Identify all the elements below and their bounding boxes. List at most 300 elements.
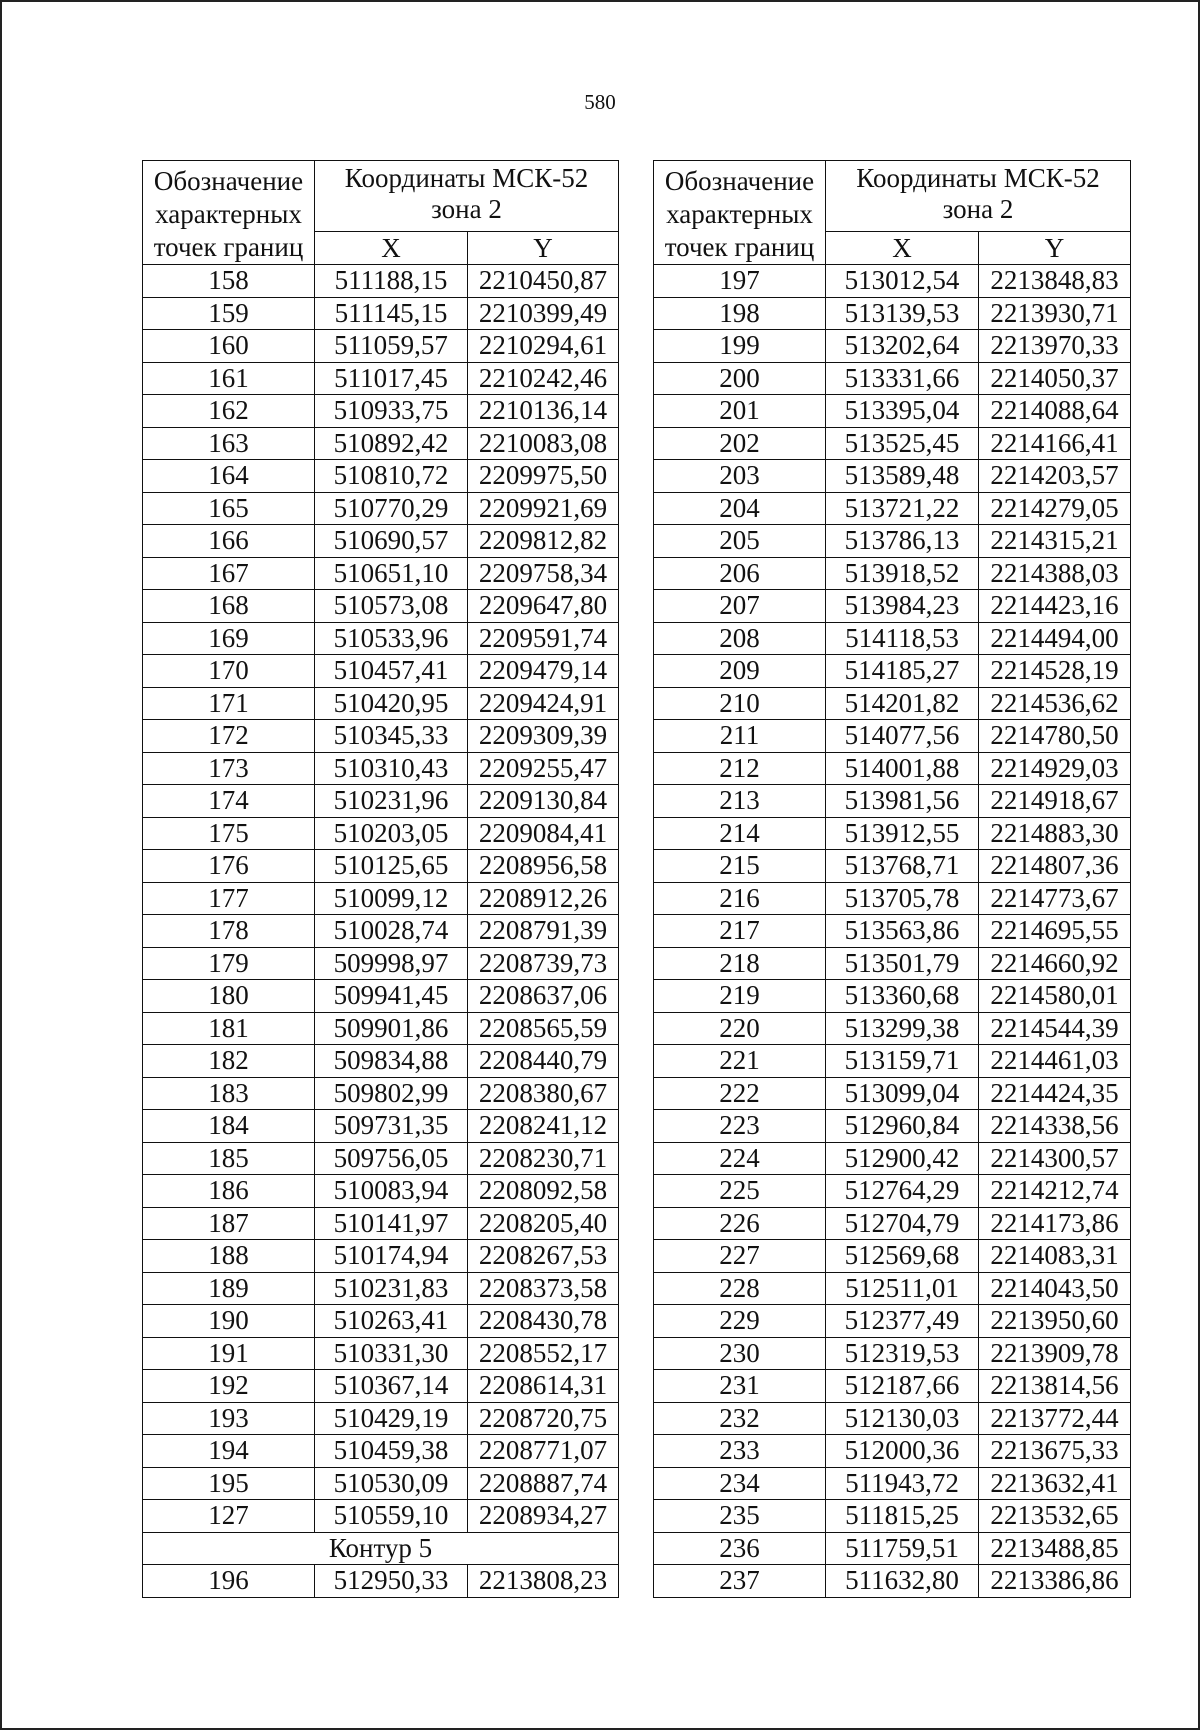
y-cell: 2214544,39: [979, 1012, 1131, 1045]
x-cell: 514001,88: [826, 752, 979, 785]
table-row: [143, 1272, 619, 1305]
table-row: [143, 1370, 619, 1403]
point-cell: 220: [654, 1012, 826, 1045]
table-row: [654, 1175, 1131, 1208]
y-cell: 2214338,56: [979, 1110, 1131, 1143]
table-row: [654, 1272, 1131, 1305]
x-cell: 512130,03: [826, 1402, 979, 1435]
point-cell: 236: [654, 1532, 826, 1565]
table-row: [143, 1142, 619, 1175]
table-row: [654, 1402, 1131, 1435]
x-cell: 512900,42: [826, 1142, 979, 1175]
point-cell: 179: [143, 947, 315, 980]
x-cell: 510457,41: [315, 655, 468, 688]
x-cell: 509731,35: [315, 1110, 468, 1143]
y-cell: 2214660,92: [979, 947, 1131, 980]
table-row: [654, 525, 1131, 558]
x-cell: 511632,80: [826, 1565, 979, 1598]
y-cell: 2213909,78: [979, 1337, 1131, 1370]
table-row: [654, 557, 1131, 590]
point-cell: 178: [143, 915, 315, 948]
point-cell: 169: [143, 622, 315, 655]
x-cell: 512377,49: [826, 1305, 979, 1338]
point-cell: 187: [143, 1207, 315, 1240]
y-cell: 2208934,27: [468, 1500, 619, 1533]
y-cell: 2214536,62: [979, 687, 1131, 720]
y-cell: 2213950,60: [979, 1305, 1131, 1338]
coordinates-table-left: [142, 160, 619, 1598]
table-row: [654, 1370, 1131, 1403]
table-row: [654, 947, 1131, 980]
x-cell: 513981,56: [826, 785, 979, 818]
point-cell: 177: [143, 882, 315, 915]
point-cell: 210: [654, 687, 826, 720]
table-row: [143, 492, 619, 525]
point-cell: 202: [654, 427, 826, 460]
y-cell: 2208373,58: [468, 1272, 619, 1305]
table-row: [654, 1435, 1131, 1468]
x-cell: 510141,97: [315, 1207, 468, 1240]
y-cell: 2209479,14: [468, 655, 619, 688]
point-cell: 218: [654, 947, 826, 980]
y-cell: 2213772,44: [979, 1402, 1131, 1435]
x-cell: 511188,15: [315, 265, 468, 298]
coords-header-line1: Координаты МСК-52: [856, 163, 1100, 193]
table-row: [143, 297, 619, 330]
x-cell: 513501,79: [826, 947, 979, 980]
point-cell: 201: [654, 395, 826, 428]
x-cell: 509834,88: [315, 1045, 468, 1078]
point-cell: 196: [143, 1565, 315, 1598]
y-cell: 2214388,03: [979, 557, 1131, 590]
table-row: [143, 460, 619, 493]
point-cell: 190: [143, 1305, 315, 1338]
point-cell: 164: [143, 460, 315, 493]
x-cell: 511759,51: [826, 1532, 979, 1565]
y-cell: 2214043,50: [979, 1272, 1131, 1305]
y-cell: 2208887,74: [468, 1467, 619, 1500]
table-row: [143, 1110, 619, 1143]
point-cell: 233: [654, 1435, 826, 1468]
point-cell: 173: [143, 752, 315, 785]
x-cell: 512950,33: [315, 1565, 468, 1598]
y-cell: 2213532,65: [979, 1500, 1131, 1533]
table-row: [654, 265, 1131, 298]
y-cell: 2208205,40: [468, 1207, 619, 1240]
x-cell: 510770,29: [315, 492, 468, 525]
x-cell: 513563,86: [826, 915, 979, 948]
point-cell: 198: [654, 297, 826, 330]
y-cell: 2213970,33: [979, 330, 1131, 363]
x-cell: 512319,53: [826, 1337, 979, 1370]
table-row: [143, 1565, 619, 1598]
y-cell: 2213632,41: [979, 1467, 1131, 1500]
x-cell: 511943,72: [826, 1467, 979, 1500]
table-row: [654, 1045, 1131, 1078]
table-row: [654, 1305, 1131, 1338]
table-row: [143, 427, 619, 460]
y-cell: 2214773,67: [979, 882, 1131, 915]
y-cell: 2209424,91: [468, 687, 619, 720]
point-cell: 183: [143, 1077, 315, 1110]
point-cell: 235: [654, 1500, 826, 1533]
x-cell: 512569,68: [826, 1240, 979, 1273]
y-cell: 2209591,74: [468, 622, 619, 655]
x-cell: 510125,65: [315, 850, 468, 883]
y-cell: 2209647,80: [468, 590, 619, 623]
x-cell: 510573,08: [315, 590, 468, 623]
y-cell: 2214780,50: [979, 720, 1131, 753]
x-cell: 510690,57: [315, 525, 468, 558]
y-cell: 2209130,84: [468, 785, 619, 818]
x-cell: 510263,41: [315, 1305, 468, 1338]
point-cell: 199: [654, 330, 826, 363]
table-row: [654, 297, 1131, 330]
x-cell: 513786,13: [826, 525, 979, 558]
table-row: [654, 1337, 1131, 1370]
point-cell: 181: [143, 1012, 315, 1045]
y-cell: 2214083,31: [979, 1240, 1131, 1273]
table-row: [143, 655, 619, 688]
y-cell: 2214424,35: [979, 1077, 1131, 1110]
table-row: [143, 590, 619, 623]
y-cell: 2208241,12: [468, 1110, 619, 1143]
table-row: [654, 362, 1131, 395]
y-cell: 2209975,50: [468, 460, 619, 493]
point-cell: 186: [143, 1175, 315, 1208]
coordinates-table-right: [653, 160, 1131, 1598]
table-row: [143, 1305, 619, 1338]
y-cell: 2208092,58: [468, 1175, 619, 1208]
x-column-header: X: [315, 232, 468, 265]
point-cell: 214: [654, 817, 826, 850]
point-cell: 158: [143, 265, 315, 298]
x-cell: 512187,66: [826, 1370, 979, 1403]
x-cell: 513099,04: [826, 1077, 979, 1110]
x-cell: 511815,25: [826, 1500, 979, 1533]
y-cell: 2214528,19: [979, 655, 1131, 688]
point-cell: 237: [654, 1565, 826, 1598]
y-cell: 2208956,58: [468, 850, 619, 883]
x-cell: 514185,27: [826, 655, 979, 688]
x-cell: 513768,71: [826, 850, 979, 883]
y-cell: 2210136,14: [468, 395, 619, 428]
x-cell: 510174,94: [315, 1240, 468, 1273]
y-cell: 2214423,16: [979, 590, 1131, 623]
x-cell: 510028,74: [315, 915, 468, 948]
point-cell: 219: [654, 980, 826, 1013]
point-cell: 189: [143, 1272, 315, 1305]
x-cell: 512960,84: [826, 1110, 979, 1143]
point-cell: 171: [143, 687, 315, 720]
table-row: [654, 1142, 1131, 1175]
table-row: [143, 525, 619, 558]
table-row: [143, 557, 619, 590]
table-row: [143, 1337, 619, 1370]
y-cell: 2214279,05: [979, 492, 1131, 525]
table-row: [654, 1500, 1131, 1533]
table-row: [143, 980, 619, 1013]
table-row: [654, 622, 1131, 655]
table-row: [654, 1532, 1131, 1565]
x-cell: 513705,78: [826, 882, 979, 915]
point-label-header: [654, 161, 826, 265]
y-cell: 2208791,39: [468, 915, 619, 948]
table-row: [654, 882, 1131, 915]
table-row: [654, 687, 1131, 720]
table-row: [654, 460, 1131, 493]
table-row: [143, 1012, 619, 1045]
y-cell: 2214300,57: [979, 1142, 1131, 1175]
x-cell: 510331,30: [315, 1337, 468, 1370]
x-cell: 510099,12: [315, 882, 468, 915]
x-cell: 510310,43: [315, 752, 468, 785]
table-row: [143, 1467, 619, 1500]
point-label-line2: характерных: [666, 199, 813, 229]
y-column-header: Y: [979, 232, 1131, 265]
x-cell: 513159,71: [826, 1045, 979, 1078]
point-cell: 215: [654, 850, 826, 883]
table-row: [654, 1207, 1131, 1240]
table-row: [143, 817, 619, 850]
point-cell: 224: [654, 1142, 826, 1175]
point-cell: 223: [654, 1110, 826, 1143]
y-cell: 2208430,78: [468, 1305, 619, 1338]
point-cell: 163: [143, 427, 315, 460]
x-cell: 513139,53: [826, 297, 979, 330]
x-cell: 510892,42: [315, 427, 468, 460]
x-cell: 510231,83: [315, 1272, 468, 1305]
y-cell: 2209255,47: [468, 752, 619, 785]
x-cell: 511059,57: [315, 330, 468, 363]
point-cell: 182: [143, 1045, 315, 1078]
y-cell: 2214695,55: [979, 915, 1131, 948]
y-cell: 2213814,56: [979, 1370, 1131, 1403]
point-cell: 172: [143, 720, 315, 753]
point-cell: 207: [654, 590, 826, 623]
y-cell: 2208614,31: [468, 1370, 619, 1403]
y-cell: 2214461,03: [979, 1045, 1131, 1078]
table-row: [654, 1467, 1131, 1500]
point-cell: 160: [143, 330, 315, 363]
contour-label: Контур 5: [143, 1532, 619, 1565]
y-cell: 2214315,21: [979, 525, 1131, 558]
table-row: [654, 1110, 1131, 1143]
y-cell: 2209812,82: [468, 525, 619, 558]
x-cell: 509802,99: [315, 1077, 468, 1110]
table-row: [654, 655, 1131, 688]
point-cell: 221: [654, 1045, 826, 1078]
x-cell: 512511,01: [826, 1272, 979, 1305]
point-cell: 165: [143, 492, 315, 525]
right-table-body: [654, 265, 1131, 1598]
table-row: [143, 1077, 619, 1110]
point-cell: 159: [143, 297, 315, 330]
y-cell: 2213488,85: [979, 1532, 1131, 1565]
point-label-line1: Обозначение: [153, 166, 304, 196]
table-row: [143, 687, 619, 720]
point-cell: 176: [143, 850, 315, 883]
x-cell: 510429,19: [315, 1402, 468, 1435]
x-cell: 513918,52: [826, 557, 979, 590]
point-cell: 208: [654, 622, 826, 655]
table-row: [143, 1175, 619, 1208]
y-cell: 2208230,71: [468, 1142, 619, 1175]
point-label-line3: точек границ: [664, 232, 815, 262]
y-cell: 2209758,34: [468, 557, 619, 590]
x-cell: 510651,10: [315, 557, 468, 590]
point-cell: 192: [143, 1370, 315, 1403]
y-cell: 2210399,49: [468, 297, 619, 330]
table-row: [143, 395, 619, 428]
point-cell: 211: [654, 720, 826, 753]
table-row: [143, 1500, 619, 1533]
x-cell: 509756,05: [315, 1142, 468, 1175]
x-cell: 510231,96: [315, 785, 468, 818]
x-cell: 513395,04: [826, 395, 979, 428]
point-cell: 227: [654, 1240, 826, 1273]
x-cell: 512704,79: [826, 1207, 979, 1240]
table-row: [654, 980, 1131, 1013]
coords-header-line2: зона 2: [942, 194, 1014, 224]
point-cell: 200: [654, 362, 826, 395]
x-cell: 510533,96: [315, 622, 468, 655]
y-cell: 2214883,30: [979, 817, 1131, 850]
x-cell: 513525,45: [826, 427, 979, 460]
x-cell: 510345,33: [315, 720, 468, 753]
coords-header: [315, 161, 619, 232]
table-row: [143, 622, 619, 655]
y-cell: 2213808,23: [468, 1565, 619, 1598]
x-cell: 512764,29: [826, 1175, 979, 1208]
table-row: [143, 265, 619, 298]
x-cell: 510810,72: [315, 460, 468, 493]
x-cell: 510530,09: [315, 1467, 468, 1500]
point-cell: 209: [654, 655, 826, 688]
x-cell: 513360,68: [826, 980, 979, 1013]
table-row: [143, 1207, 619, 1240]
table-row: [143, 1045, 619, 1078]
point-cell: 194: [143, 1435, 315, 1468]
point-cell: 180: [143, 980, 315, 1013]
point-cell: 205: [654, 525, 826, 558]
point-cell: 185: [143, 1142, 315, 1175]
point-cell: 228: [654, 1272, 826, 1305]
table-row: [143, 1240, 619, 1273]
x-cell: 513721,22: [826, 492, 979, 525]
table-row: [654, 850, 1131, 883]
point-cell: 166: [143, 525, 315, 558]
y-cell: 2213930,71: [979, 297, 1131, 330]
point-cell: 168: [143, 590, 315, 623]
table-row: [654, 1240, 1131, 1273]
point-label-header: [143, 161, 315, 265]
x-column-header: X: [826, 232, 979, 265]
y-cell: 2209084,41: [468, 817, 619, 850]
table-row: [654, 752, 1131, 785]
left-table-body: [143, 265, 619, 1598]
y-cell: 2214807,36: [979, 850, 1131, 883]
y-cell: 2214212,74: [979, 1175, 1131, 1208]
page-number: 580: [584, 90, 616, 114]
y-cell: 2214166,41: [979, 427, 1131, 460]
point-cell: 195: [143, 1467, 315, 1500]
y-cell: 2214050,37: [979, 362, 1131, 395]
point-cell: 217: [654, 915, 826, 948]
x-cell: 513984,23: [826, 590, 979, 623]
y-cell: 2208380,67: [468, 1077, 619, 1110]
x-cell: 509901,86: [315, 1012, 468, 1045]
point-cell: 225: [654, 1175, 826, 1208]
point-cell: 226: [654, 1207, 826, 1240]
table-row: [143, 1402, 619, 1435]
x-cell: 510559,10: [315, 1500, 468, 1533]
y-cell: 2210242,46: [468, 362, 619, 395]
x-cell: 511145,15: [315, 297, 468, 330]
table-row: [143, 915, 619, 948]
table-row: [143, 362, 619, 395]
y-cell: 2210294,61: [468, 330, 619, 363]
point-cell: 197: [654, 265, 826, 298]
point-cell: 167: [143, 557, 315, 590]
x-cell: 514118,53: [826, 622, 979, 655]
point-cell: 203: [654, 460, 826, 493]
x-cell: 510083,94: [315, 1175, 468, 1208]
y-cell: 2214088,64: [979, 395, 1131, 428]
point-cell: 204: [654, 492, 826, 525]
table-row: [143, 752, 619, 785]
y-cell: 2208771,07: [468, 1435, 619, 1468]
coords-header-line1: Координаты МСК-52: [344, 163, 589, 193]
point-cell: 232: [654, 1402, 826, 1435]
point-cell: 191: [143, 1337, 315, 1370]
y-cell: 2214580,01: [979, 980, 1131, 1013]
x-cell: 514077,56: [826, 720, 979, 753]
y-cell: 2208912,26: [468, 882, 619, 915]
point-cell: 161: [143, 362, 315, 395]
table-row: [654, 1077, 1131, 1110]
x-cell: 513299,38: [826, 1012, 979, 1045]
y-cell: 2214494,00: [979, 622, 1131, 655]
y-cell: 2208720,75: [468, 1402, 619, 1435]
y-cell: 2210450,87: [468, 265, 619, 298]
y-cell: 2213386,86: [979, 1565, 1131, 1598]
x-cell: 510933,75: [315, 395, 468, 428]
y-column-header: Y: [468, 232, 619, 265]
table-row: [143, 720, 619, 753]
y-cell: 2214929,03: [979, 752, 1131, 785]
point-cell: 213: [654, 785, 826, 818]
x-cell: 513202,64: [826, 330, 979, 363]
table-row: [654, 395, 1131, 428]
y-cell: 2209309,39: [468, 720, 619, 753]
point-cell: 231: [654, 1370, 826, 1403]
x-cell: 512000,36: [826, 1435, 979, 1468]
table-row: [143, 1435, 619, 1468]
y-cell: 2208440,79: [468, 1045, 619, 1078]
table-row: [143, 882, 619, 915]
point-cell: 212: [654, 752, 826, 785]
point-label-line3: точек границ: [153, 232, 304, 262]
y-cell: 2214918,67: [979, 785, 1131, 818]
table-row: [143, 850, 619, 883]
x-cell: 513331,66: [826, 362, 979, 395]
x-cell: 510367,14: [315, 1370, 468, 1403]
point-cell: 175: [143, 817, 315, 850]
table-row: [654, 785, 1131, 818]
table-row: [654, 330, 1131, 363]
table-row: [654, 427, 1131, 460]
